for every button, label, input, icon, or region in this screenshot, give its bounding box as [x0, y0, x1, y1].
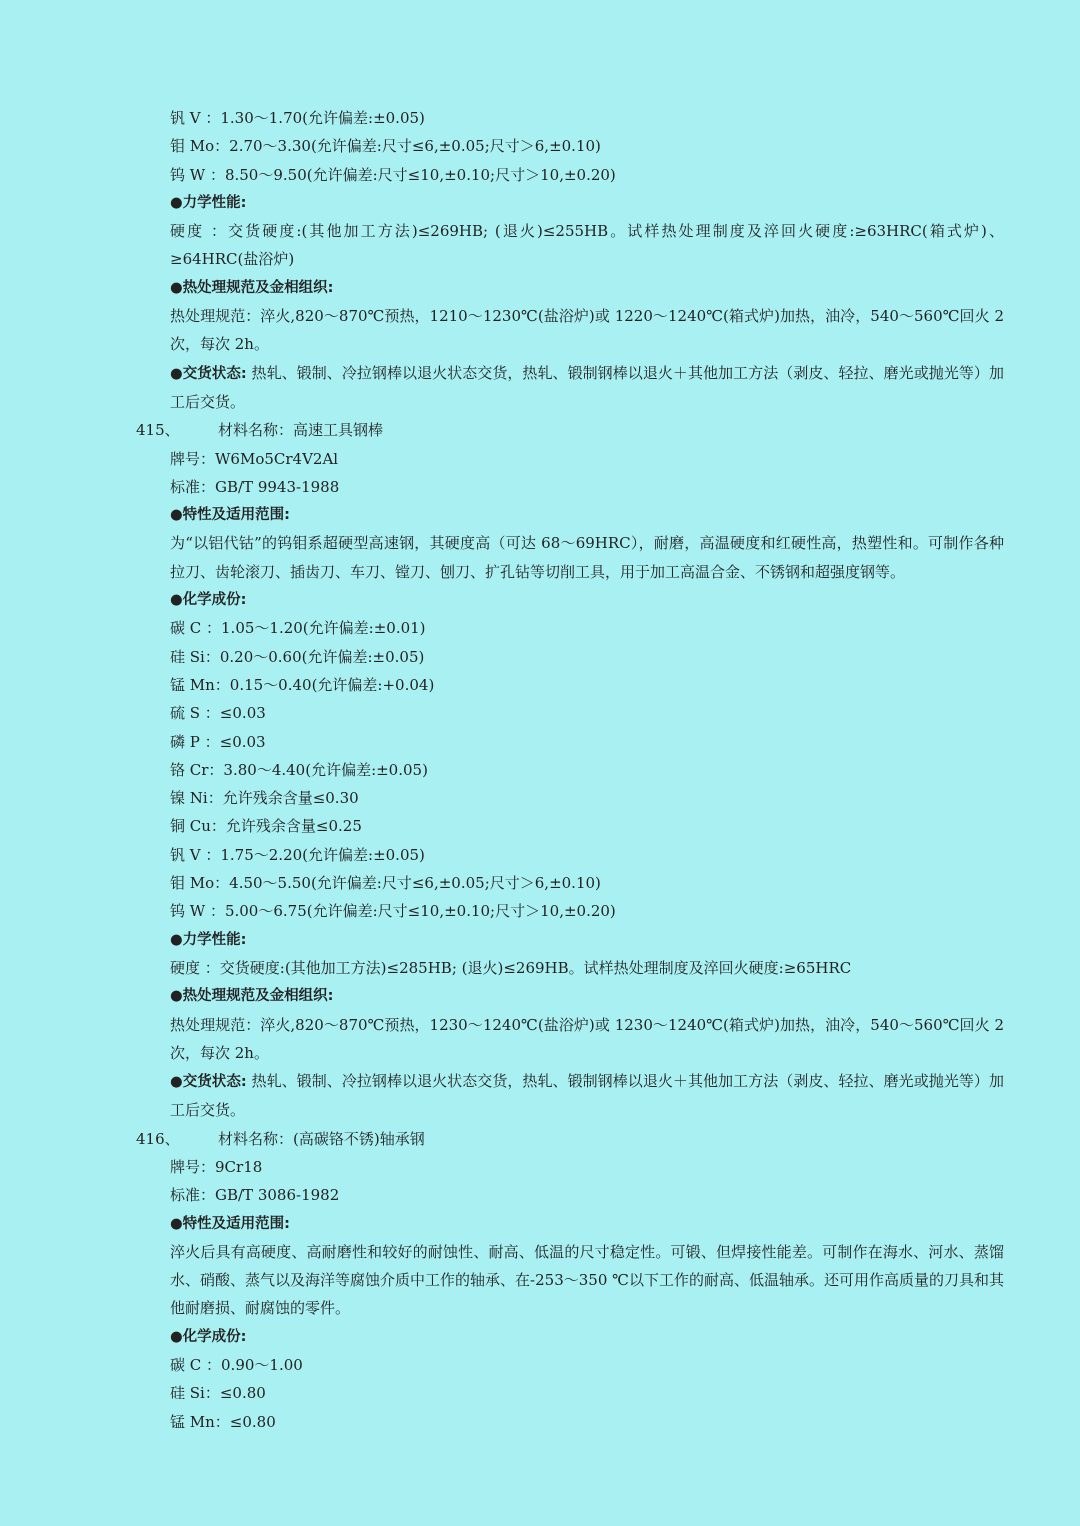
- chem-line: 铬 Cr：3.80～4.40(允许偏差:±0.05): [170, 760, 428, 779]
- intro-delivery: [0, 359, 1080, 417]
- chem-line: 镍 Ni：允许残余含量≤0.30: [170, 789, 359, 808]
- item-416-standard: 标准：GB/T 3086-1982: [170, 1186, 340, 1205]
- chem-line: 磷 P ：≤0.03: [170, 732, 266, 751]
- intro-mech-heading: ●力学性能:: [170, 194, 247, 211]
- intro-heat: 热处理规范：淬火,820～870℃预热，1210～1230℃(盐浴炉)或 1220～1240℃(箱式炉)加热，油冷，540～560℃回火 2 次，每次 2h。: [170, 307, 1004, 354]
- item-415-hardness: 硬度 ：交货硬度:(其他加工方法)≤285HB; (退火)≤269HB。试样热处理制度及淬回火硬度:≥65HRC: [170, 958, 852, 977]
- item-415-delivery: [0, 1067, 1080, 1125]
- item-title: 材料名称：高速工具钢棒: [218, 421, 384, 440]
- document-page: [0, 104, 1080, 1436]
- chem-line: 硫 S ：≤0.03: [170, 704, 266, 723]
- item-415-mech-heading: ●力学性能:: [170, 931, 247, 948]
- item-416-grade: 牌号：9Cr18: [170, 1157, 263, 1176]
- item-title: 材料名称：(高碳铬不锈)轴承钢: [218, 1129, 425, 1148]
- intro-w: 钨 W ：8.50～9.50(允许偏差:尺寸≤10,±0.10;尺寸＞10,±0.20): [170, 165, 616, 184]
- intro-v: 钒 V ：1.30～1.70(允许偏差:±0.05): [170, 109, 425, 127]
- item-416-chem-heading: ●化学成份:: [170, 1328, 247, 1345]
- item-number: 415、: [136, 421, 180, 440]
- delivery-label: ●交货状态:: [170, 365, 247, 382]
- delivery-text: 热轧、锻制、冷拉钢棒以退火状态交货，热轧、锻制钢棒以退火＋其他加工方法（剥皮、轻拉、磨光或抛光等）加工后交货。: [170, 363, 1004, 411]
- item-416-feat: 淬火后具有高硬度、高耐磨性和较好的耐蚀性、耐高、低温的尺寸稳定性。可锻、但焊接性能差。可制作在海水、河水、蒸馏水、硝酸、蒸气以及海洋等腐蚀介质中工作的轴承、在-253～350 ℃以下工作的耐高、低温轴承。还可用作高质量的刀具和其他耐磨损、耐腐蚀的零件。: [170, 1242, 1004, 1318]
- delivery-text: 热轧、锻制、冷拉钢棒以退火状态交货，热轧、锻制钢棒以退火＋其他加工方法（剥皮、轻拉、磨光或抛光等）加工后交货。: [170, 1072, 1004, 1120]
- intro-heat-heading: ●热处理规范及金相组织:: [170, 279, 334, 296]
- chem-line: 钒 V ：1.75～2.20(允许偏差:±0.05): [170, 845, 425, 864]
- item-415-heat-heading: ●热处理规范及金相组织:: [170, 988, 334, 1005]
- delivery-label: ●交货状态:: [170, 1074, 247, 1091]
- item-415-feat-heading: ●特性及适用范围:: [170, 507, 290, 524]
- chem-line: 碳 C ：0.90～1.00: [170, 1356, 303, 1375]
- item-416-header: [0, 1125, 1080, 1153]
- chem-line: 钨 W ：5.00～6.75(允许偏差:尺寸≤10,±0.10;尺寸＞10,±0.20): [170, 902, 616, 921]
- item-415-heat: 热处理规范：淬火,820～870℃预热，1230～1240℃(盐浴炉)或 1230～1240℃(箱式炉)加热，油冷，540～560℃回火 2 次，每次 2h。: [170, 1015, 1004, 1062]
- item-415-header: [0, 416, 1080, 444]
- item-number: 416、: [136, 1129, 180, 1148]
- intro-mo: 钼 Mo：2.70～3.30(允许偏差:尺寸≤6,±0.05;尺寸＞6,±0.10): [170, 137, 601, 156]
- chem-line: 铜 Cu：允许残余含量≤0.25: [170, 817, 362, 836]
- chem-line: 硅 Si：0.20～0.60(允许偏差:±0.05): [170, 647, 425, 666]
- chem-line: 碳 C ：1.05～1.20(允许偏差:±0.01): [170, 619, 426, 638]
- item-416-feat-heading: ●特性及适用范围:: [170, 1215, 290, 1232]
- intro-hardness: 硬度 ：交货硬度:(其他加工方法)≤269HB; (退火)≤255HB。试样热处理制度及淬回火硬度:≥63HRC(箱式炉)、≥64HRC(盐浴炉): [170, 222, 1004, 269]
- item-415-feat: 为“以铝代钴”的钨钼系超硬型高速钢，其硬度高（可达 68～69HRC），耐磨，高温硬度和红硬性高，热塑性和。可制作各种拉刀、齿轮滚刀、插齿刀、车刀、镗刀、刨刀、扩孔钻等切削工具，用于加工高温合金、不锈钢和超强度钢等。: [170, 534, 1004, 581]
- item-415-chem-heading: ●化学成份:: [170, 592, 247, 609]
- item-415-standard: 标准：GB/T 9943-1988: [170, 477, 340, 496]
- chem-line: 锰 Mn：≤0.80: [170, 1412, 276, 1431]
- item-415-grade: 牌号：W6Mo5Cr4V2Al: [170, 449, 339, 468]
- chem-line: 硅 Si：≤0.80: [170, 1384, 266, 1403]
- chem-line: 锰 Mn：0.15～0.40(允许偏差:+0.04): [170, 675, 435, 694]
- chem-line: 钼 Mo：4.50～5.50(允许偏差:尺寸≤6,±0.05;尺寸＞6,±0.10): [170, 874, 601, 893]
